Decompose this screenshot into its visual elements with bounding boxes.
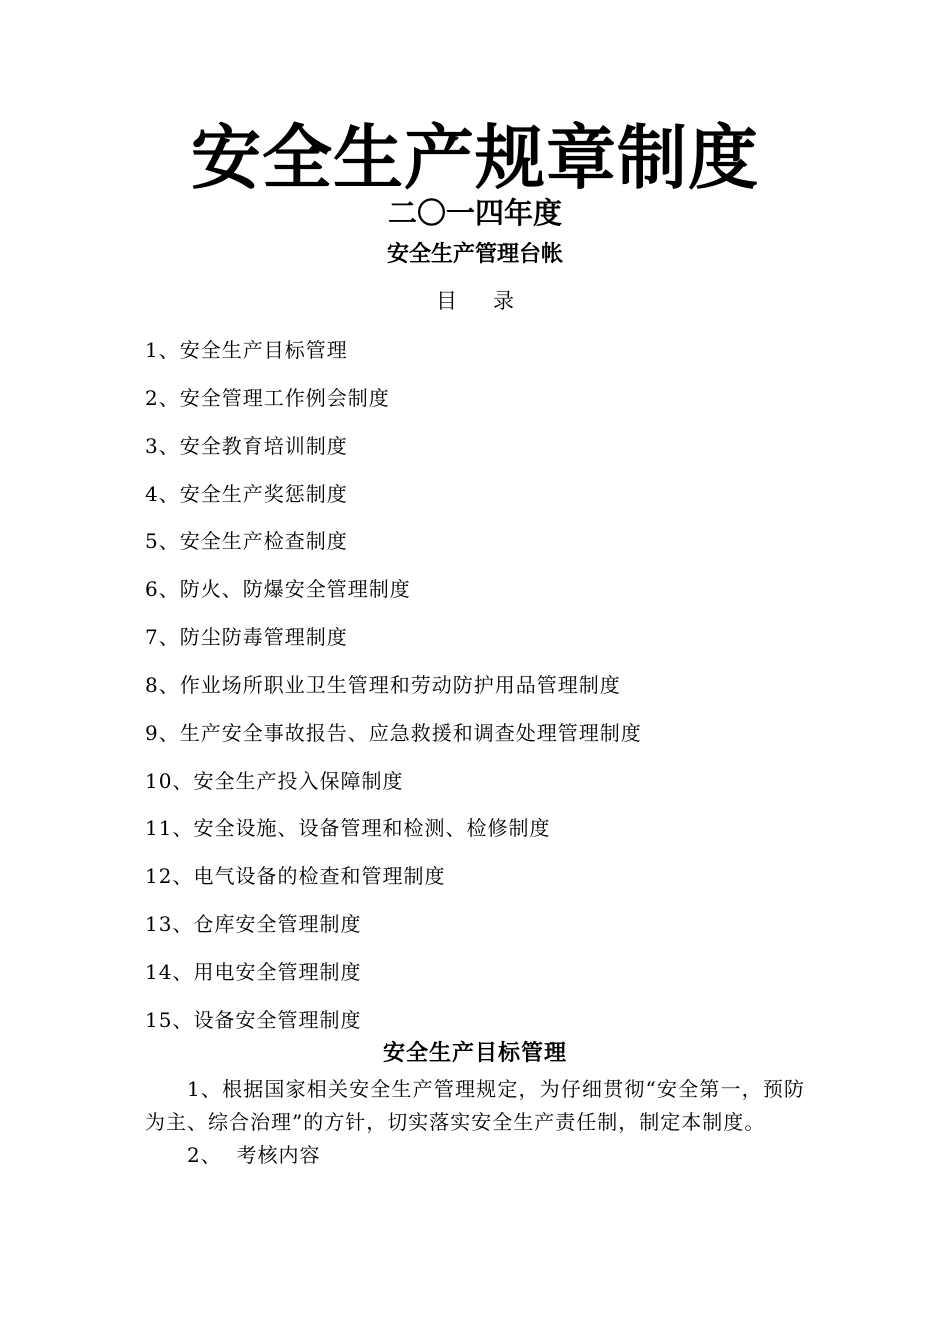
toc-item: 1、安全生产目标管理: [145, 338, 348, 362]
paragraph: 2、 考核内容: [187, 1143, 321, 1167]
section-body: [145, 1073, 805, 1172]
year-title: 二〇一四年度: [387, 196, 562, 230]
toc-item: 8、作业场所职业卫生管理和劳动防护用品管理制度: [145, 672, 621, 697]
toc-item: 6、防火、防爆安全管理制度: [145, 577, 411, 602]
toc-title-left: 目: [436, 289, 457, 313]
toc-item: 2、安全管理工作例会制度: [145, 385, 390, 410]
toc-title: [0, 286, 950, 316]
toc-item: 4、安全生产奖惩制度: [145, 481, 348, 506]
toc-item: 10、安全生产投入保障制度: [145, 768, 404, 793]
toc-item: 5、安全生产检查制度: [145, 529, 348, 554]
main-title: 安全生产规章制度: [191, 117, 759, 199]
toc-title-right: 录: [493, 289, 514, 313]
section-title: 安全生产目标管理: [382, 1040, 567, 1066]
toc-item: 13、仓库安全管理制度: [145, 912, 362, 937]
toc-item: 3、安全教育培训制度: [145, 433, 348, 458]
toc-item: 12、电气设备的检查和管理制度: [145, 864, 446, 889]
toc-list: [145, 336, 845, 1054]
toc-item: 14、用电安全管理制度: [145, 959, 362, 984]
toc-item: 7、防尘防毒管理制度: [145, 625, 348, 650]
toc-item: 9、生产安全事故报告、应急救援和调查处理管理制度: [145, 720, 642, 745]
toc-item: 11、安全设施、设备管理和检测、检修制度: [145, 816, 551, 841]
toc-item: 15、设备安全管理制度: [145, 1007, 362, 1032]
paragraph: 1、根据国家相关安全生产管理规定，为仔细贯彻“安全第一，预防为主、综合治理”的方针，切实落实安全生产责任制，制定本制度。: [145, 1077, 805, 1134]
ledger-title: 安全生产管理台帐: [386, 241, 563, 267]
